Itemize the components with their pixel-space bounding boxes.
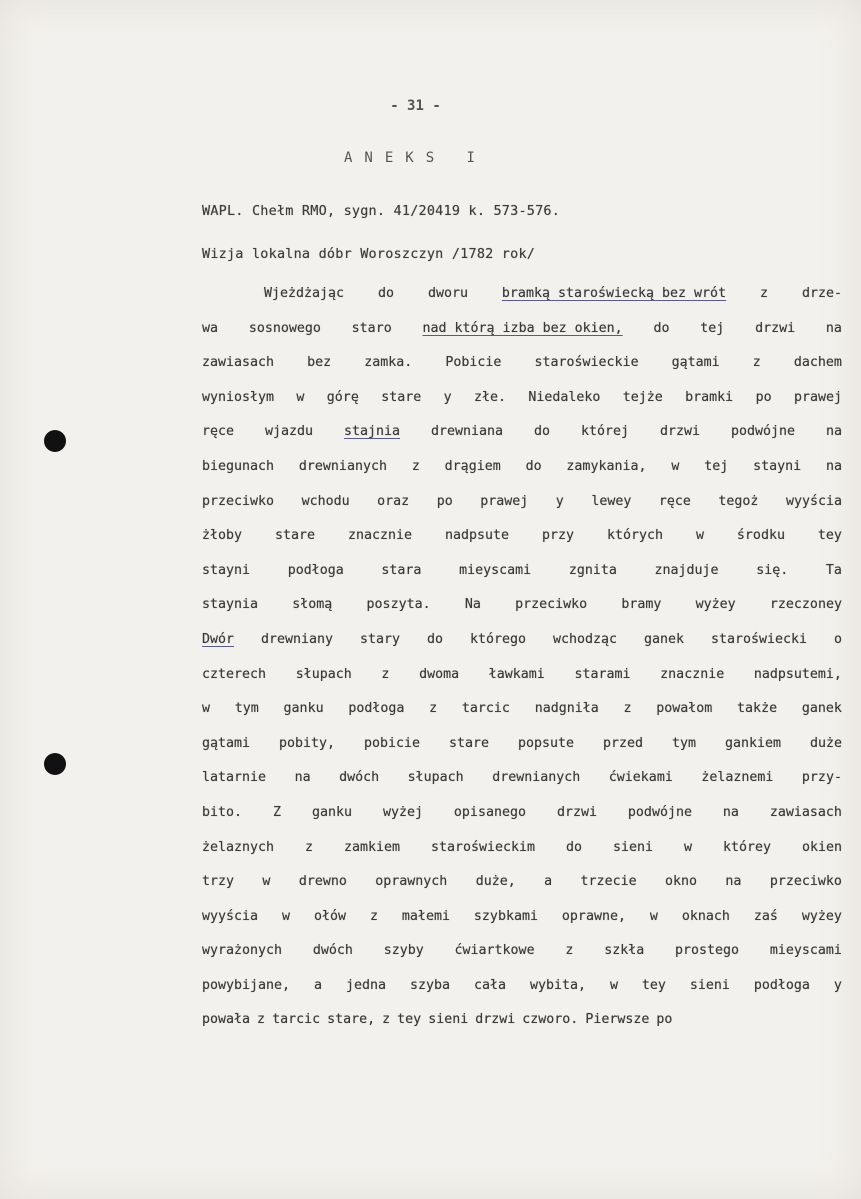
word: a <box>314 977 323 993</box>
word: Pobicie <box>445 355 502 371</box>
word: w <box>609 977 618 993</box>
word: wa <box>202 320 219 336</box>
word: w <box>649 908 658 924</box>
word: z <box>381 666 390 682</box>
text-line <box>202 390 842 425</box>
word: słomą <box>292 597 333 613</box>
word: sosnowego <box>248 320 321 336</box>
word: szkła <box>604 943 645 959</box>
word: stayni <box>753 458 802 474</box>
word: wyżej <box>382 804 423 820</box>
word: Z <box>272 804 281 820</box>
word: po <box>656 1012 673 1028</box>
word: do <box>566 839 583 855</box>
word: stare <box>381 389 422 405</box>
word: dworu <box>427 286 468 301</box>
word: żelaznych <box>202 839 275 855</box>
word: z <box>752 355 761 371</box>
word: drewniany <box>260 631 334 647</box>
word: lewey <box>591 493 632 509</box>
word: gątami <box>671 355 720 371</box>
word: do <box>378 286 395 301</box>
word: stare <box>449 735 490 751</box>
word: podłoga <box>753 977 810 993</box>
word: przed <box>602 735 644 751</box>
word: staro <box>351 320 392 336</box>
text-line <box>202 1012 842 1047</box>
text-line <box>202 597 842 632</box>
word: na <box>294 770 311 786</box>
word: z <box>369 908 378 924</box>
word: wyżey <box>801 908 842 924</box>
word: drze- <box>801 286 842 301</box>
word: z <box>305 839 314 855</box>
word: sieni <box>689 977 730 993</box>
word: na <box>825 320 842 336</box>
word: tejże <box>622 389 663 405</box>
text-line <box>202 978 842 1013</box>
word: ręce <box>202 424 235 440</box>
word: z <box>760 286 769 301</box>
word: wyyścia <box>202 908 259 924</box>
word: przy- <box>801 770 842 786</box>
word: wyyścia <box>785 493 842 509</box>
word: na <box>825 458 842 474</box>
word: w <box>262 874 271 890</box>
word: trzecie <box>580 874 637 890</box>
word: drzwi <box>475 1012 516 1028</box>
word: do <box>534 424 551 440</box>
word: wyniosłym <box>202 389 275 405</box>
word: wybita, <box>529 977 586 993</box>
word: ćwiartkowe <box>454 943 535 959</box>
word: ławkami <box>488 666 545 682</box>
word: w <box>671 458 680 474</box>
word: pobity, <box>279 735 336 751</box>
word: zamykania, <box>566 458 647 474</box>
word: cała <box>473 977 506 993</box>
word: staroświecki <box>710 631 808 647</box>
word: Pierwsze <box>585 1012 650 1028</box>
archive-reference: WAPL. Chełm RMO, sygn. 41/20419 k. 573-576. <box>202 203 561 219</box>
word: tej <box>700 320 725 336</box>
word: powybijane, <box>202 977 291 993</box>
word: ganku <box>311 804 352 820</box>
word: tegoż <box>718 493 759 509</box>
word: w <box>683 839 692 855</box>
word: którey <box>722 839 771 855</box>
word: rzeczoney <box>769 597 842 613</box>
word: w <box>202 701 211 717</box>
word: czworo. <box>522 1012 579 1028</box>
word: sieni <box>428 1012 469 1028</box>
word: szyby <box>383 943 424 959</box>
word: oprawne, <box>561 908 626 924</box>
word: wjazdu <box>264 424 314 440</box>
underlined-phrase: bramką staroświecką bez wrót <box>501 286 727 301</box>
word: których <box>606 528 663 544</box>
word: pobicie <box>364 735 421 751</box>
word: zamkiem <box>343 839 401 855</box>
text-line <box>202 321 842 356</box>
word: ćwiekami <box>608 770 673 786</box>
word: środku <box>736 528 785 544</box>
word: przeciwko <box>769 874 842 890</box>
word: tarcic <box>461 701 510 717</box>
word: staroświeckie <box>534 355 639 371</box>
word: drewno <box>298 874 347 890</box>
word: staroświeckim <box>430 839 536 855</box>
word: y <box>833 977 842 993</box>
text-line <box>202 424 842 459</box>
text-line <box>202 563 842 598</box>
word: przy <box>541 528 574 544</box>
word: starami <box>574 666 631 682</box>
word: staynia <box>202 597 259 613</box>
underlined-phrase: stajnia <box>343 424 401 440</box>
text-line <box>202 355 842 390</box>
word: nadpsute <box>444 528 510 544</box>
word: bez <box>307 355 332 371</box>
word: znacznie <box>347 528 413 544</box>
text-line <box>202 286 842 321</box>
word: powała <box>202 1012 251 1028</box>
word: się. <box>756 562 789 578</box>
underlined-phrase: Dwór <box>202 631 235 647</box>
word: okien <box>801 839 842 855</box>
word: w <box>695 528 704 544</box>
word: na <box>825 424 842 440</box>
word: podwójne <box>730 424 795 440</box>
word: dwóch <box>312 943 353 959</box>
word: y <box>555 493 564 509</box>
word: do <box>426 631 443 647</box>
word: biegunach <box>202 458 275 474</box>
word: szyba <box>409 977 450 993</box>
word: mieyscami <box>769 943 842 959</box>
document-subtitle: Wizja lokalna dóbr Woroszczyn /1782 rok/ <box>202 246 536 262</box>
word: z <box>565 943 574 959</box>
word: bramki <box>685 389 734 405</box>
word: prostego <box>675 943 740 959</box>
word: jedna <box>345 977 387 993</box>
word: o <box>833 631 842 647</box>
word: prawej <box>793 389 842 405</box>
word: czterech <box>202 666 267 682</box>
word: drzwi <box>659 424 700 440</box>
word: oprawnych <box>375 874 448 890</box>
word: oknach <box>681 908 730 924</box>
word: mieyscami <box>459 562 532 578</box>
word: małemi <box>401 908 450 924</box>
word: Wjeżdżając <box>264 286 345 301</box>
word: do <box>653 320 670 336</box>
text-line <box>202 805 842 840</box>
word: w <box>282 908 291 924</box>
word: gątami <box>202 735 251 751</box>
text-line <box>202 736 842 771</box>
text-line <box>202 943 842 978</box>
word: wyżey <box>695 597 736 613</box>
text-line <box>202 701 842 736</box>
word: drewnianych <box>298 458 387 474</box>
word: wchodząc <box>552 631 617 647</box>
word: zawiasach <box>202 355 275 371</box>
word: trzy <box>202 874 235 890</box>
word: na <box>725 874 742 890</box>
word: oraz <box>377 493 410 509</box>
text-line <box>202 874 842 909</box>
word: przeciwko <box>202 493 275 509</box>
word: w <box>296 389 305 405</box>
word: poszyta. <box>366 597 431 613</box>
punch-hole-bottom <box>44 753 66 775</box>
word: Ta <box>825 562 842 578</box>
word: ręce <box>658 493 691 509</box>
underlined-phrase: nad którą izba bez okien, <box>422 320 623 336</box>
word: sieni <box>612 839 654 855</box>
word: drewnianych <box>492 770 581 786</box>
word: stayni <box>202 562 251 578</box>
text-line <box>202 770 842 805</box>
word: opisanego <box>453 804 526 820</box>
word: latarnie <box>202 770 267 786</box>
word: zamka. <box>364 355 413 371</box>
word: dwóch <box>339 770 380 786</box>
word: z <box>411 458 420 474</box>
page-number: - 31 - <box>390 98 441 114</box>
word: drągiem <box>444 458 501 474</box>
word: tey <box>817 528 842 544</box>
word: duże, <box>475 874 516 890</box>
word: drewniana <box>430 424 504 440</box>
word: złe. <box>473 389 506 405</box>
word: gankiem <box>724 735 781 751</box>
word: którego <box>469 631 526 647</box>
text-line <box>202 528 842 563</box>
word: podwójne <box>627 804 692 820</box>
word: do <box>525 458 542 474</box>
word: ołów <box>313 908 346 924</box>
word: okno <box>664 874 698 890</box>
word: szybkami <box>473 908 538 924</box>
word: słupach <box>407 770 464 786</box>
word: tym <box>671 735 696 751</box>
word: popsute <box>517 735 575 751</box>
word: z <box>623 701 632 717</box>
word: Niedaleko <box>528 389 601 405</box>
word: tey <box>641 977 666 993</box>
word: żłoby <box>202 528 243 544</box>
word: y <box>443 389 452 405</box>
word: z <box>257 1012 266 1028</box>
word: zawiasach <box>769 804 842 820</box>
word: zgnita <box>568 562 617 578</box>
punch-hole-top <box>44 430 66 452</box>
word: której <box>580 424 630 440</box>
word: z <box>382 1012 391 1028</box>
word: powałom <box>656 701 713 717</box>
word: drzwi <box>755 320 796 336</box>
word: znacznie <box>660 666 725 682</box>
word: zaś <box>753 908 778 924</box>
word: ganek <box>643 631 684 647</box>
word: wyrażonych <box>202 943 283 959</box>
word: po <box>755 389 772 405</box>
annex-title: ANEKS I <box>343 150 487 166</box>
word: tarcic <box>272 1012 321 1028</box>
word: tey <box>397 1012 422 1028</box>
word: duże <box>809 735 842 751</box>
word: drzwi <box>556 804 597 820</box>
word: ganek <box>801 701 842 717</box>
word: słupach <box>295 666 352 682</box>
word: dwoma <box>419 666 460 682</box>
word: stary <box>360 631 401 647</box>
word: górę <box>326 389 359 405</box>
word: znajduje <box>654 562 719 578</box>
word: podłoga <box>348 701 405 717</box>
text-line <box>202 909 842 944</box>
word: nadgniła <box>534 701 599 717</box>
word: także <box>737 701 778 717</box>
text-line <box>202 667 842 702</box>
text-line <box>202 459 842 494</box>
word: stara <box>381 562 422 578</box>
word: na <box>722 804 739 820</box>
word: stare, <box>327 1012 376 1028</box>
word: ganku <box>283 701 324 717</box>
word: stare <box>274 528 316 544</box>
word: żelaznemi <box>701 770 774 786</box>
text-line <box>202 632 842 667</box>
text-line <box>202 840 842 875</box>
word: dachem <box>793 355 842 371</box>
word: po <box>436 493 453 509</box>
word: z <box>429 701 438 717</box>
word: przeciwko <box>515 597 588 613</box>
text-line <box>202 494 842 529</box>
word: tej <box>704 458 729 474</box>
word: tym <box>234 701 259 717</box>
word: podłoga <box>287 562 344 578</box>
word: Na <box>464 597 481 613</box>
word: a <box>544 874 553 890</box>
word: bramy <box>621 597 662 613</box>
word: bito. <box>202 804 243 820</box>
body-text <box>202 286 842 1047</box>
word: prawej <box>480 493 529 509</box>
word: nadpsutemi, <box>753 666 842 682</box>
word: wchodu <box>301 493 350 509</box>
